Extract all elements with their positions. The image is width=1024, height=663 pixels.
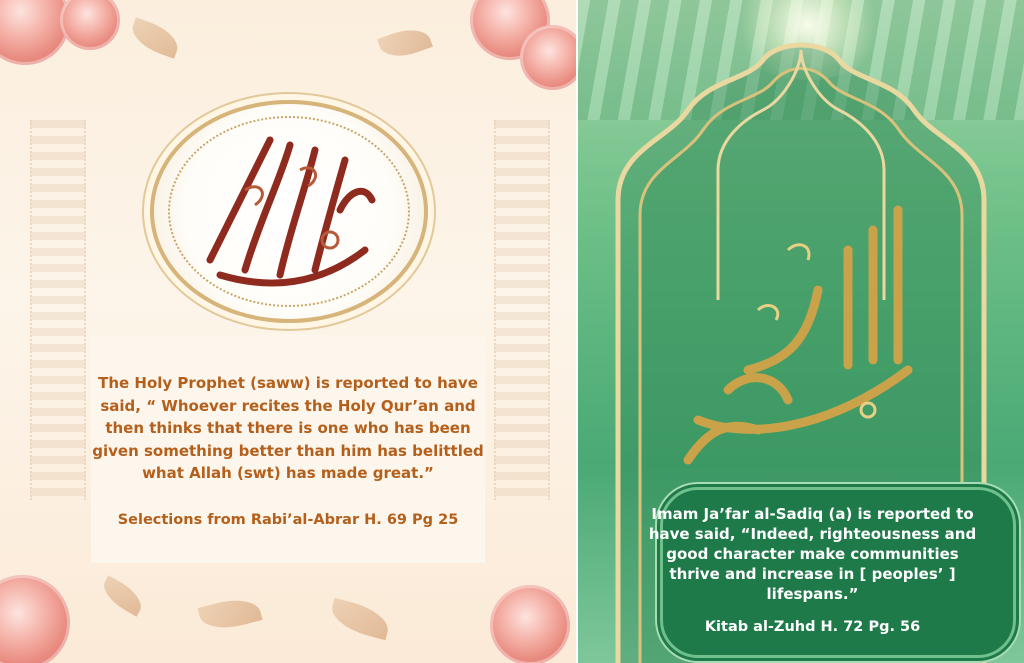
rose-icon (490, 585, 570, 663)
hadith-source: Selections from Rabi’al-Abrar H. 69 Pg 25 (117, 512, 459, 528)
rose-icon (520, 25, 576, 90)
leaf-icon (127, 17, 183, 59)
leaf-icon (197, 593, 262, 636)
rose-icon (0, 0, 70, 65)
hadith-quote: The Holy Prophet (saww) is reported to have said, “ Whoever recites the Holy Qur’an and then thinks that there is one who has been given something better than him has belittled what Allah (swt) has made great.” (92, 374, 484, 482)
hadith-quote: Imam Ja’far al-Sadiq (a) is reported to have said, “Indeed, righteousness and good character make communities thrive and increase in [ peoples’ ] lifespans.” (648, 505, 977, 603)
leaf-icon (327, 598, 392, 641)
arabic-calligraphy-icon (668, 190, 938, 470)
calligraphy-medallion (150, 100, 428, 323)
hadith-source: Kitab al-Zuhd H. 72 Pg. 56 (704, 619, 921, 635)
leaf-icon (377, 22, 433, 64)
side-calligraphy-right (494, 120, 550, 500)
leaf-icon (98, 575, 148, 617)
rose-icon (0, 575, 70, 663)
side-calligraphy-left (30, 120, 86, 500)
rose-icon (60, 0, 120, 50)
arabic-calligraphy-icon (150, 100, 420, 315)
